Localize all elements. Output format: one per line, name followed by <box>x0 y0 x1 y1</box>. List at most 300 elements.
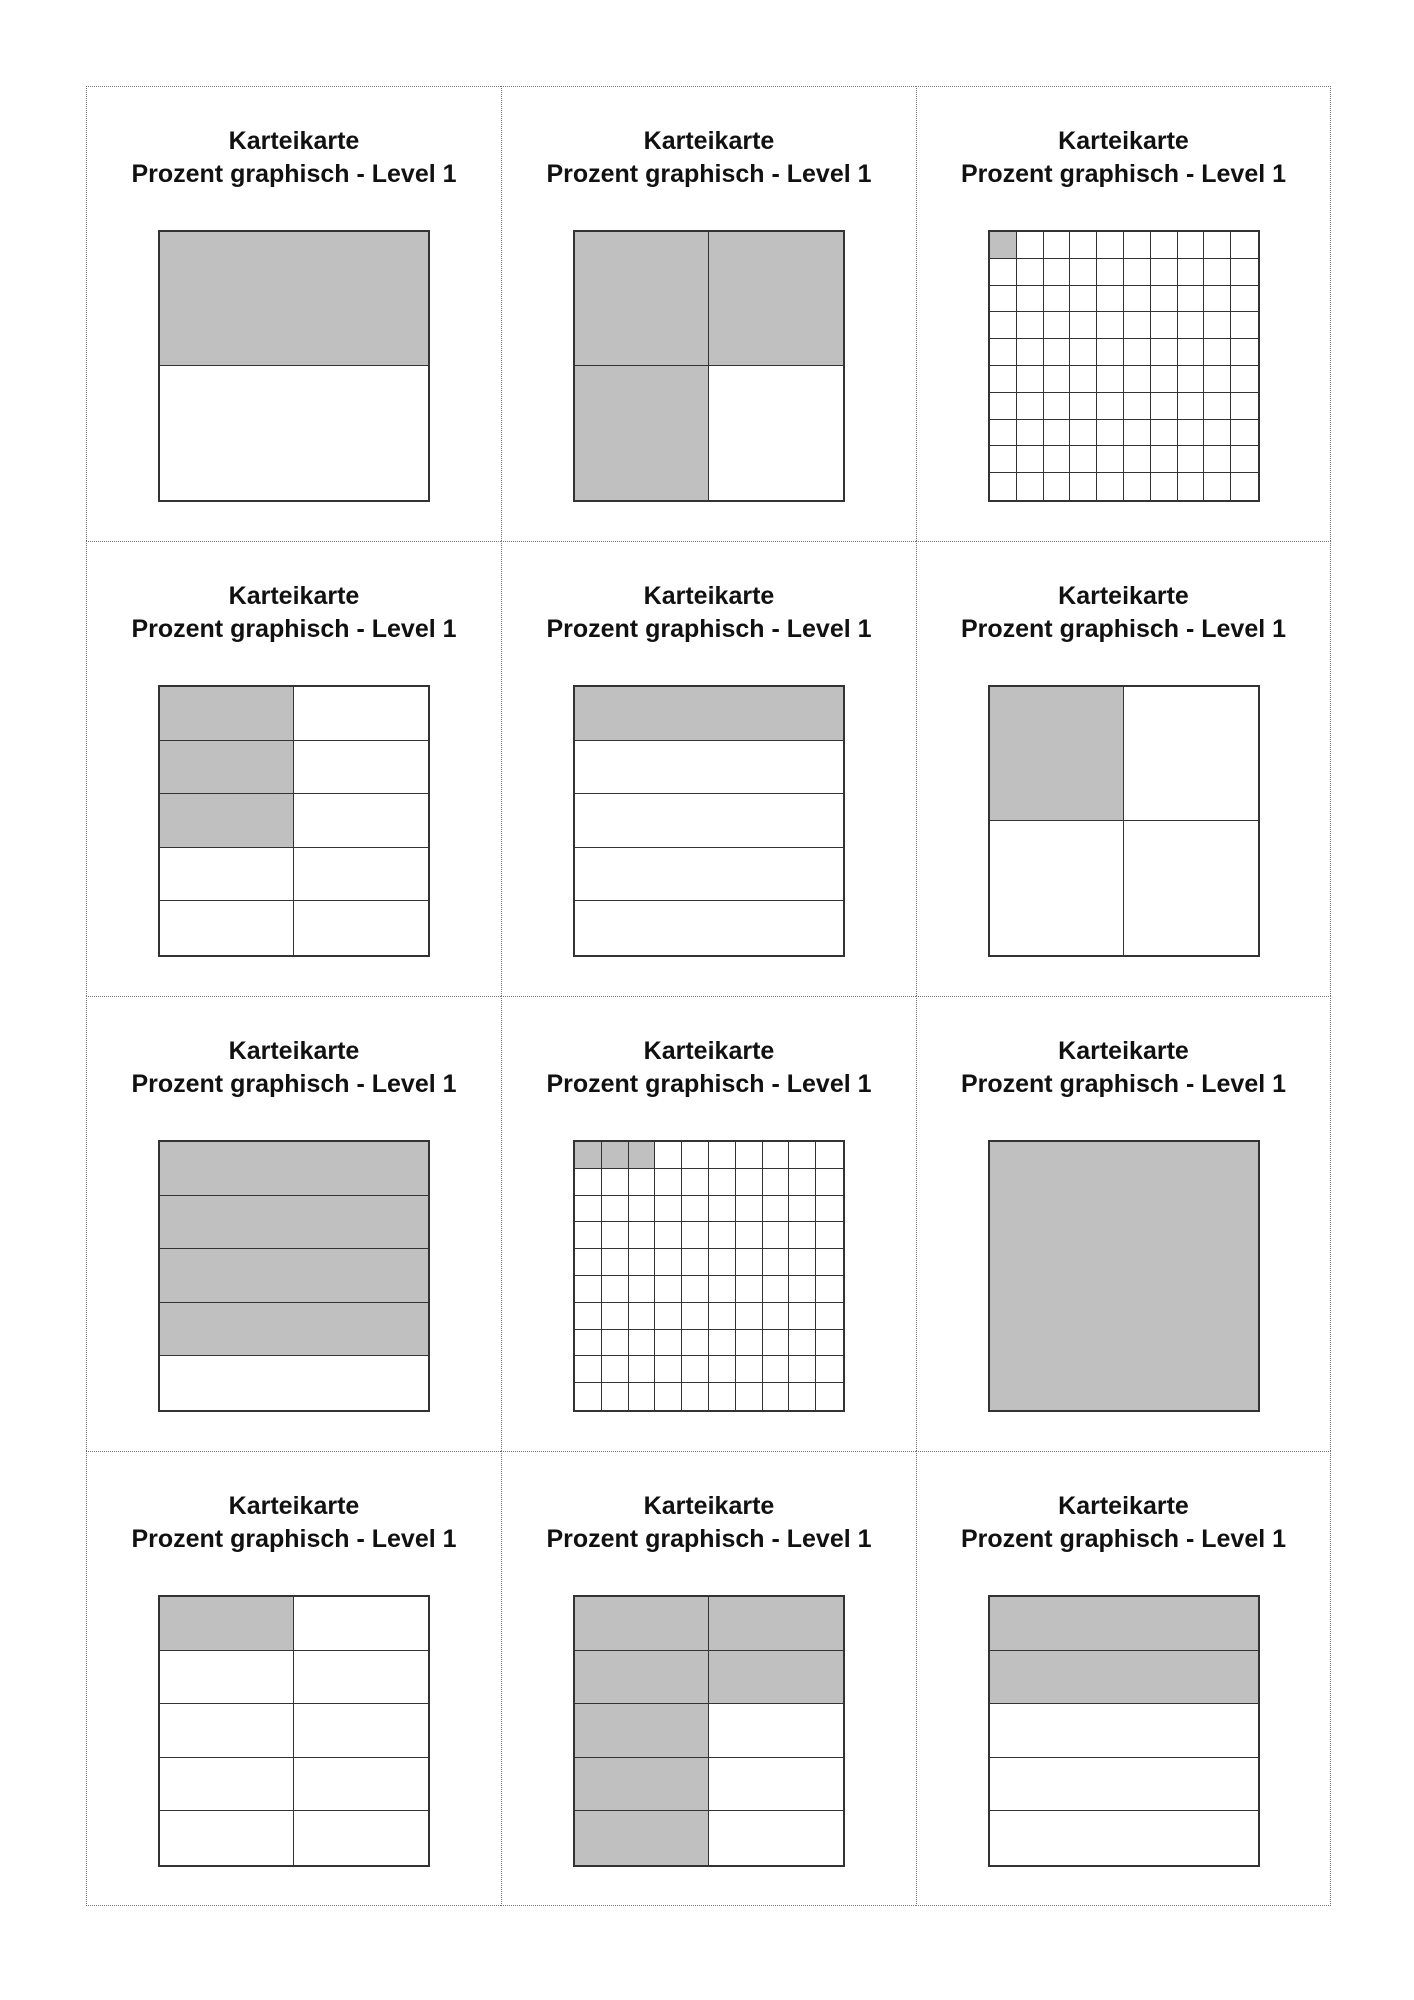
card-title-line2: Prozent graphisch - Level 1 <box>960 615 1287 643</box>
empty-cell <box>990 339 1017 366</box>
empty-cell <box>1124 393 1151 420</box>
empty-cell <box>1017 473 1044 500</box>
empty-cell <box>816 1356 843 1383</box>
empty-cell <box>1151 232 1178 259</box>
empty-cell <box>709 1383 736 1410</box>
empty-cell <box>1017 286 1044 313</box>
empty-cell <box>629 1169 656 1196</box>
empty-cell <box>1097 473 1124 500</box>
empty-cell <box>682 1356 709 1383</box>
empty-cell <box>990 1704 1258 1758</box>
empty-cell <box>294 1651 428 1705</box>
empty-cell <box>1070 366 1097 393</box>
empty-cell <box>294 1758 428 1812</box>
empty-cell <box>1151 393 1178 420</box>
empty-cell <box>1097 312 1124 339</box>
empty-cell <box>1231 366 1258 393</box>
empty-cell <box>816 1169 843 1196</box>
empty-cell <box>763 1222 790 1249</box>
shaded-cell <box>160 1597 294 1651</box>
empty-cell <box>990 1758 1258 1812</box>
empty-cell <box>1097 446 1124 473</box>
empty-cell <box>575 1303 602 1330</box>
empty-cell <box>682 1169 709 1196</box>
card-title <box>87 1035 501 1101</box>
percent-figure <box>573 230 845 502</box>
card-title-line1: Karteikarte <box>1058 1037 1189 1065</box>
empty-cell <box>160 366 428 500</box>
empty-cell <box>816 1303 843 1330</box>
shaded-cell <box>575 1651 709 1705</box>
empty-cell <box>763 1169 790 1196</box>
empty-cell <box>1204 366 1231 393</box>
empty-cell <box>1151 339 1178 366</box>
card-title <box>917 125 1330 191</box>
flashcard-4 <box>86 541 501 996</box>
empty-cell <box>655 1276 682 1303</box>
empty-cell <box>1097 259 1124 286</box>
shaded-cell <box>160 741 294 795</box>
empty-cell <box>990 1811 1258 1865</box>
empty-cell <box>709 1142 736 1169</box>
shaded-cell <box>575 687 843 741</box>
empty-cell <box>575 1169 602 1196</box>
card-title-line1: Karteikarte <box>1058 127 1189 155</box>
empty-cell <box>160 1651 294 1705</box>
empty-cell <box>789 1142 816 1169</box>
empty-cell <box>1017 232 1044 259</box>
empty-cell <box>602 1383 629 1410</box>
empty-cell <box>160 901 294 955</box>
empty-cell <box>655 1142 682 1169</box>
empty-cell <box>763 1276 790 1303</box>
empty-cell <box>709 1811 843 1865</box>
empty-cell <box>816 1196 843 1223</box>
empty-cell <box>736 1142 763 1169</box>
empty-cell <box>736 1249 763 1276</box>
empty-cell <box>763 1249 790 1276</box>
shaded-cell <box>575 1811 709 1865</box>
empty-cell <box>682 1330 709 1357</box>
empty-cell <box>1231 286 1258 313</box>
flashcard-5 <box>501 541 916 996</box>
empty-cell <box>294 848 428 902</box>
empty-cell <box>990 286 1017 313</box>
empty-cell <box>1204 286 1231 313</box>
shaded-cell <box>575 1758 709 1812</box>
empty-cell <box>1231 339 1258 366</box>
empty-cell <box>990 821 1124 955</box>
empty-cell <box>990 366 1017 393</box>
empty-cell <box>160 1758 294 1812</box>
empty-cell <box>990 393 1017 420</box>
card-title-line1: Karteikarte <box>643 582 775 610</box>
empty-cell <box>1204 420 1231 447</box>
empty-cell <box>789 1383 816 1410</box>
card-title-line2: Prozent graphisch - Level 1 <box>960 1070 1287 1098</box>
empty-cell <box>1044 286 1071 313</box>
empty-cell <box>736 1196 763 1223</box>
card-title <box>87 580 501 646</box>
empty-cell <box>816 1249 843 1276</box>
percent-figure <box>158 1595 430 1867</box>
empty-cell <box>1044 473 1071 500</box>
empty-cell <box>682 1249 709 1276</box>
empty-cell <box>736 1303 763 1330</box>
flashcard-8 <box>501 996 916 1451</box>
empty-cell <box>655 1249 682 1276</box>
empty-cell <box>1070 259 1097 286</box>
shaded-cell <box>575 366 709 500</box>
empty-cell <box>655 1222 682 1249</box>
empty-cell <box>655 1383 682 1410</box>
empty-cell <box>1178 232 1205 259</box>
empty-cell <box>1124 420 1151 447</box>
card-title-line1: Karteikarte <box>228 1037 360 1065</box>
empty-cell <box>575 901 843 955</box>
empty-cell <box>1124 232 1151 259</box>
empty-cell <box>1151 259 1178 286</box>
empty-cell <box>575 741 843 795</box>
empty-cell <box>1017 393 1044 420</box>
empty-cell <box>1124 687 1258 821</box>
empty-cell <box>575 1356 602 1383</box>
empty-cell <box>736 1222 763 1249</box>
empty-cell <box>1124 339 1151 366</box>
empty-cell <box>1231 473 1258 500</box>
empty-cell <box>1097 366 1124 393</box>
empty-cell <box>1124 446 1151 473</box>
empty-cell <box>1124 821 1258 955</box>
empty-cell <box>629 1276 656 1303</box>
empty-cell <box>575 1249 602 1276</box>
card-title-line2: Prozent graphisch - Level 1 <box>546 1070 872 1098</box>
empty-cell <box>816 1276 843 1303</box>
empty-cell <box>629 1303 656 1330</box>
shaded-cell <box>575 1597 709 1651</box>
empty-cell <box>763 1330 790 1357</box>
empty-cell <box>1124 312 1151 339</box>
empty-cell <box>682 1303 709 1330</box>
empty-cell <box>709 1276 736 1303</box>
empty-cell <box>789 1330 816 1357</box>
percent-figure <box>988 1140 1260 1412</box>
card-title-line2: Prozent graphisch - Level 1 <box>546 160 872 188</box>
empty-cell <box>816 1383 843 1410</box>
percent-figure <box>158 1140 430 1412</box>
empty-cell <box>629 1383 656 1410</box>
shaded-cell <box>160 1249 428 1303</box>
empty-cell <box>990 446 1017 473</box>
shaded-cell <box>160 1303 428 1357</box>
empty-cell <box>1151 312 1178 339</box>
empty-cell <box>1204 339 1231 366</box>
empty-cell <box>602 1249 629 1276</box>
empty-cell <box>1151 473 1178 500</box>
empty-cell <box>294 687 428 741</box>
empty-cell <box>629 1196 656 1223</box>
empty-cell <box>629 1222 656 1249</box>
empty-cell <box>789 1303 816 1330</box>
empty-cell <box>1124 366 1151 393</box>
empty-cell <box>629 1249 656 1276</box>
empty-cell <box>1231 312 1258 339</box>
empty-cell <box>990 312 1017 339</box>
empty-cell <box>682 1196 709 1223</box>
card-title <box>87 1490 501 1556</box>
shaded-cell <box>160 1142 428 1196</box>
empty-cell <box>816 1330 843 1357</box>
flashcard-10 <box>86 1451 501 1906</box>
card-title-line1: Karteikarte <box>1058 1492 1189 1520</box>
card-title-line2: Prozent graphisch - Level 1 <box>960 160 1287 188</box>
empty-cell <box>1044 446 1071 473</box>
shaded-cell <box>709 1651 843 1705</box>
percent-figure <box>573 1595 845 1867</box>
empty-cell <box>789 1222 816 1249</box>
card-title <box>502 580 916 646</box>
empty-cell <box>1178 259 1205 286</box>
percent-figure <box>573 1140 845 1412</box>
flashcard-12 <box>916 1451 1331 1906</box>
empty-cell <box>1070 446 1097 473</box>
empty-cell <box>655 1169 682 1196</box>
empty-cell <box>709 1330 736 1357</box>
empty-cell <box>1044 232 1071 259</box>
flashcard-6 <box>916 541 1331 996</box>
card-title <box>917 1490 1330 1556</box>
empty-cell <box>1044 420 1071 447</box>
empty-cell <box>1097 393 1124 420</box>
card-title-line1: Karteikarte <box>228 127 360 155</box>
empty-cell <box>1204 232 1231 259</box>
empty-cell <box>1017 366 1044 393</box>
empty-cell <box>682 1276 709 1303</box>
empty-cell <box>1231 420 1258 447</box>
card-title <box>87 125 501 191</box>
percent-figure <box>158 230 430 502</box>
empty-cell <box>1178 366 1205 393</box>
empty-cell <box>789 1276 816 1303</box>
empty-cell <box>1178 420 1205 447</box>
card-title-line2: Prozent graphisch - Level 1 <box>131 1525 457 1553</box>
shaded-cell <box>990 687 1124 821</box>
empty-cell <box>160 1811 294 1865</box>
empty-cell <box>1070 420 1097 447</box>
empty-cell <box>1017 259 1044 286</box>
empty-cell <box>602 1330 629 1357</box>
empty-cell <box>655 1196 682 1223</box>
empty-cell <box>1231 259 1258 286</box>
percent-figure <box>158 685 430 957</box>
empty-cell <box>575 848 843 902</box>
card-title <box>502 125 916 191</box>
empty-cell <box>1044 366 1071 393</box>
empty-cell <box>1204 312 1231 339</box>
empty-cell <box>1151 446 1178 473</box>
flashcard-11 <box>501 1451 916 1906</box>
empty-cell <box>1044 393 1071 420</box>
empty-cell <box>629 1330 656 1357</box>
empty-cell <box>160 848 294 902</box>
shaded-cell <box>575 232 709 366</box>
shaded-cell <box>990 232 1017 259</box>
empty-cell <box>602 1356 629 1383</box>
flashcard-9 <box>916 996 1331 1451</box>
empty-cell <box>1017 339 1044 366</box>
empty-cell <box>629 1356 656 1383</box>
card-title-line1: Karteikarte <box>228 1492 360 1520</box>
empty-cell <box>763 1383 790 1410</box>
empty-cell <box>709 1356 736 1383</box>
empty-cell <box>682 1142 709 1169</box>
empty-cell <box>736 1383 763 1410</box>
empty-cell <box>294 741 428 795</box>
empty-cell <box>1178 446 1205 473</box>
empty-cell <box>294 1704 428 1758</box>
empty-cell <box>1204 473 1231 500</box>
empty-cell <box>709 366 843 500</box>
empty-cell <box>1124 259 1151 286</box>
empty-cell <box>1204 393 1231 420</box>
percent-figure <box>988 1595 1260 1867</box>
empty-cell <box>789 1196 816 1223</box>
empty-cell <box>682 1222 709 1249</box>
card-title-line2: Prozent graphisch - Level 1 <box>131 615 457 643</box>
empty-cell <box>1097 232 1124 259</box>
shaded-cell <box>709 232 843 366</box>
card-title <box>502 1035 916 1101</box>
empty-cell <box>1097 339 1124 366</box>
empty-cell <box>1204 446 1231 473</box>
empty-cell <box>709 1704 843 1758</box>
empty-cell <box>1178 286 1205 313</box>
empty-cell <box>1124 286 1151 313</box>
empty-cell <box>1017 446 1044 473</box>
card-title-line1: Karteikarte <box>643 1492 775 1520</box>
empty-cell <box>990 473 1017 500</box>
card-title-line1: Karteikarte <box>228 582 360 610</box>
flashcard-7 <box>86 996 501 1451</box>
empty-cell <box>575 794 843 848</box>
empty-cell <box>763 1142 790 1169</box>
flashcard-1 <box>86 86 501 541</box>
empty-cell <box>575 1222 602 1249</box>
percent-figure <box>988 230 1260 502</box>
empty-cell <box>1044 339 1071 366</box>
empty-cell <box>736 1330 763 1357</box>
empty-cell <box>160 1356 428 1410</box>
empty-cell <box>763 1356 790 1383</box>
empty-cell <box>655 1303 682 1330</box>
empty-cell <box>1070 393 1097 420</box>
empty-cell <box>1044 312 1071 339</box>
empty-cell <box>1151 420 1178 447</box>
empty-cell <box>602 1303 629 1330</box>
card-title-line2: Prozent graphisch - Level 1 <box>960 1525 1287 1553</box>
shaded-cell <box>160 794 294 848</box>
shaded-cell <box>629 1142 656 1169</box>
empty-cell <box>789 1356 816 1383</box>
card-title-line1: Karteikarte <box>1058 582 1189 610</box>
shaded-cell <box>575 1142 602 1169</box>
shaded-cell <box>990 1142 1258 1410</box>
empty-cell <box>736 1276 763 1303</box>
empty-cell <box>709 1303 736 1330</box>
shaded-cell <box>990 1597 1258 1651</box>
empty-cell <box>709 1249 736 1276</box>
card-title <box>502 1490 916 1556</box>
empty-cell <box>575 1196 602 1223</box>
card-title <box>917 1035 1330 1101</box>
empty-cell <box>602 1222 629 1249</box>
flashcard-2 <box>501 86 916 541</box>
empty-cell <box>816 1142 843 1169</box>
empty-cell <box>709 1169 736 1196</box>
empty-cell <box>709 1222 736 1249</box>
empty-cell <box>655 1356 682 1383</box>
empty-cell <box>736 1356 763 1383</box>
empty-cell <box>1070 232 1097 259</box>
empty-cell <box>763 1303 790 1330</box>
empty-cell <box>1178 473 1205 500</box>
card-title-line1: Karteikarte <box>643 1037 775 1065</box>
shaded-cell <box>160 232 428 366</box>
empty-cell <box>1070 286 1097 313</box>
empty-cell <box>816 1222 843 1249</box>
card-title-line2: Prozent graphisch - Level 1 <box>131 160 457 188</box>
card-title-line2: Prozent graphisch - Level 1 <box>131 1070 457 1098</box>
empty-cell <box>1097 286 1124 313</box>
card-sheet <box>86 86 1331 1906</box>
empty-cell <box>1070 312 1097 339</box>
empty-cell <box>575 1383 602 1410</box>
empty-cell <box>160 1704 294 1758</box>
empty-cell <box>575 1276 602 1303</box>
empty-cell <box>1178 393 1205 420</box>
empty-cell <box>1151 366 1178 393</box>
shaded-cell <box>602 1142 629 1169</box>
empty-cell <box>1231 232 1258 259</box>
flashcard-3 <box>916 86 1331 541</box>
empty-cell <box>655 1330 682 1357</box>
shaded-cell <box>990 1651 1258 1705</box>
empty-cell <box>1204 259 1231 286</box>
card-title-line1: Karteikarte <box>643 127 775 155</box>
empty-cell <box>294 1597 428 1651</box>
empty-cell <box>736 1169 763 1196</box>
empty-cell <box>682 1383 709 1410</box>
empty-cell <box>294 1811 428 1865</box>
empty-cell <box>1231 446 1258 473</box>
empty-cell <box>1070 339 1097 366</box>
card-title-line2: Prozent graphisch - Level 1 <box>546 615 872 643</box>
shaded-cell <box>709 1597 843 1651</box>
empty-cell <box>789 1169 816 1196</box>
shaded-cell <box>160 687 294 741</box>
empty-cell <box>1017 420 1044 447</box>
empty-cell <box>1070 473 1097 500</box>
empty-cell <box>709 1758 843 1812</box>
empty-cell <box>575 1330 602 1357</box>
empty-cell <box>990 420 1017 447</box>
empty-cell <box>1178 339 1205 366</box>
card-title <box>917 580 1330 646</box>
shaded-cell <box>160 1196 428 1250</box>
empty-cell <box>1017 312 1044 339</box>
empty-cell <box>990 259 1017 286</box>
empty-cell <box>1124 473 1151 500</box>
